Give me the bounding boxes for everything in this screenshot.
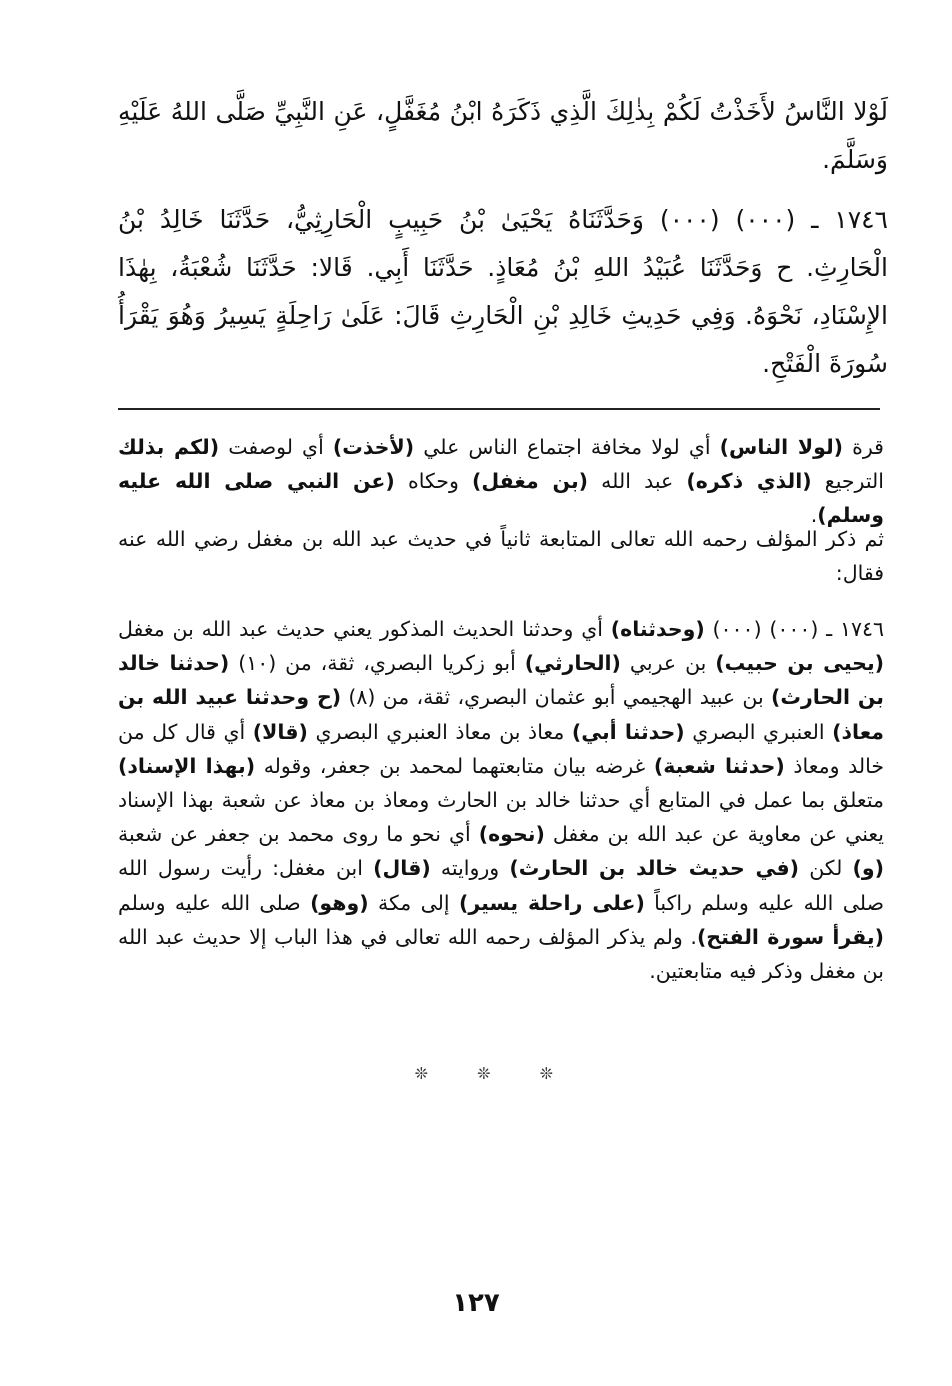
quoted-matn-phrase: (عن النبي صلى الله عليه وسلم) — [118, 469, 884, 527]
footnote-divider — [118, 408, 880, 410]
quoted-matn-phrase: (وحدثناه) — [610, 617, 705, 641]
quoted-matn-phrase: (بهذا الإسناد) — [118, 753, 256, 778]
quoted-matn-phrase: (الذي ذكره) — [686, 469, 812, 493]
quoted-matn-phrase: (و) — [852, 856, 884, 881]
quoted-matn-phrase: (بن مغفل) — [472, 469, 589, 493]
quoted-matn-phrase: (لولا الناس) — [719, 435, 844, 459]
hadith-continuation-text: لَوْلا النَّاسُ لأَخَذْتُ لَكُمْ بِذٰلِكَ الَّذِي ذَكَرَهُ ابْنُ مُغَفَّلٍ، عَنِ النَّبِيِّ صَلَّى اللهُ عَلَيْهِ وَسَلَّمَ. — [118, 97, 888, 174]
quoted-matn-phrase: (حدثنا أبي) — [571, 719, 685, 744]
quoted-matn-phrase: (وهو) — [310, 890, 369, 915]
quoted-matn-phrase: (حدثنا خالد بن الحارث) — [118, 651, 885, 710]
hadith-1746-text: ١٧٤٦ ـ (٠٠٠) (٠٠٠) وَحَدَّثَنَاهُ يَحْيَىٰ بْنُ حَبِيبٍ الْحَارِثِيُّ، حَدَّثَنَا خَالِدُ بْنُ الْحَارِثِ. ح وَحَدَّثَنَا عُبَيْدُ اللهِ بْنُ مُعَاذٍ. حَدَّثَنَا أَبِي. قَالا: حَدَّثَنَا شُعْبَةُ، بِهٰذَا الإِسْنَادِ، نَحْوَهُ. وَفِي حَدِيثِ خَالِدِ بْنِ الْحَارِثِ قَالَ: عَلَىٰ رَاحِلَةٍ يَسِيرُ وَهُوَ يَقْرَأُ سُورَةَ الْفَتْحِ. — [118, 205, 888, 378]
quoted-matn-phrase: (قالا) — [252, 719, 308, 744]
quoted-matn-phrase: (في حديث خالد بن الحارث) — [509, 856, 800, 881]
quoted-matn-phrase: (نحوه) — [478, 822, 545, 847]
quoted-matn-phrase: (لكم بذلك — [118, 435, 220, 459]
quoted-matn-phrase: (ح وحدثنا عبيد الله بن معاذ) — [118, 685, 884, 744]
quoted-matn-phrase: (على راحلة يسير) — [458, 890, 645, 915]
quoted-matn-phrase: (لأخذت) — [332, 435, 415, 459]
page-number: ١٢٧ — [452, 1288, 500, 1318]
quoted-matn-phrase: (قال) — [373, 856, 431, 881]
quoted-matn-phrase: (الحارثي) — [524, 651, 621, 676]
commentary-paragraph-2: ثم ذكر المؤلف رحمه الله تعالى المتابعة ثانياً في حديث عبد الله بن مغفل رضي الله عنه فقال: — [118, 527, 884, 585]
quoted-matn-phrase: (حدثنا شعبة) — [653, 753, 785, 778]
quoted-matn-phrase: (يحيى بن حبيب) — [715, 651, 885, 676]
quoted-matn-phrase: (يقرأ سورة الفتح) — [696, 924, 885, 949]
commentary-paragraph-3: ١٧٤٦ ـ (٠٠٠) (٠٠٠) (وحدثناه) أي وحدثنا الحديث المذكور يعني حديث عبد الله بن مغفل (يحيى بن حبيب) بن عربي (الحارثي) أبو زكريا البصري، ثقة، من (١٠) (حدثنا خالد بن الحارث) بن عبيد الهجيمي أبو عثمان البصري، ثقة، من (٨) (ح وحدثنا عبيد الله بن معاذ) العنبري البصري (حدثنا أبي) معاذ بن معاذ العنبري البصري (قالا) أي قال كل من خالد ومعاذ (حدثنا شعبة) غرضه بيان متابعتهما لمحمد بن جعفر، وقوله (بهذا الإسناد) متعلق بما عمل في المتابع أي حدثنا خالد بن الحارث ومعاذ بن معاذ عن شعبة بهذا الإسناد يعني عن معاوية عن عبد الله بن مغفل (نحوه) أي نحو ما روى محمد بن جعفر عن شعبة (و) لكن (في حديث خالد بن الحارث) وروايته (قال) ابن مغفل: رأيت رسول الله صلى الله عليه وسلم راكباً (على راحلة يسير) إلى مكة (وهو) صلى الله عليه وسلم (يقرأ سورة الفتح). ولم يذكر المؤلف رحمه الله تعالى في هذا الباب إلا حديث عبد الله بن مغفل وذكر فيه متابعتين. — [118, 617, 885, 984]
section-separator-stars: ❊ ❊ ❊ — [414, 1064, 576, 1083]
commentary-paragraph-1: قرة (لولا الناس) أي لولا مخافة اجتماع الناس علي (لأخذت) أي لوصفت (لكم بذلك الترجيع (الذي ذكره) عبد الله (بن مغفل) وحكاه (عن النبي صلى الله عليه وسلم). — [118, 435, 884, 527]
